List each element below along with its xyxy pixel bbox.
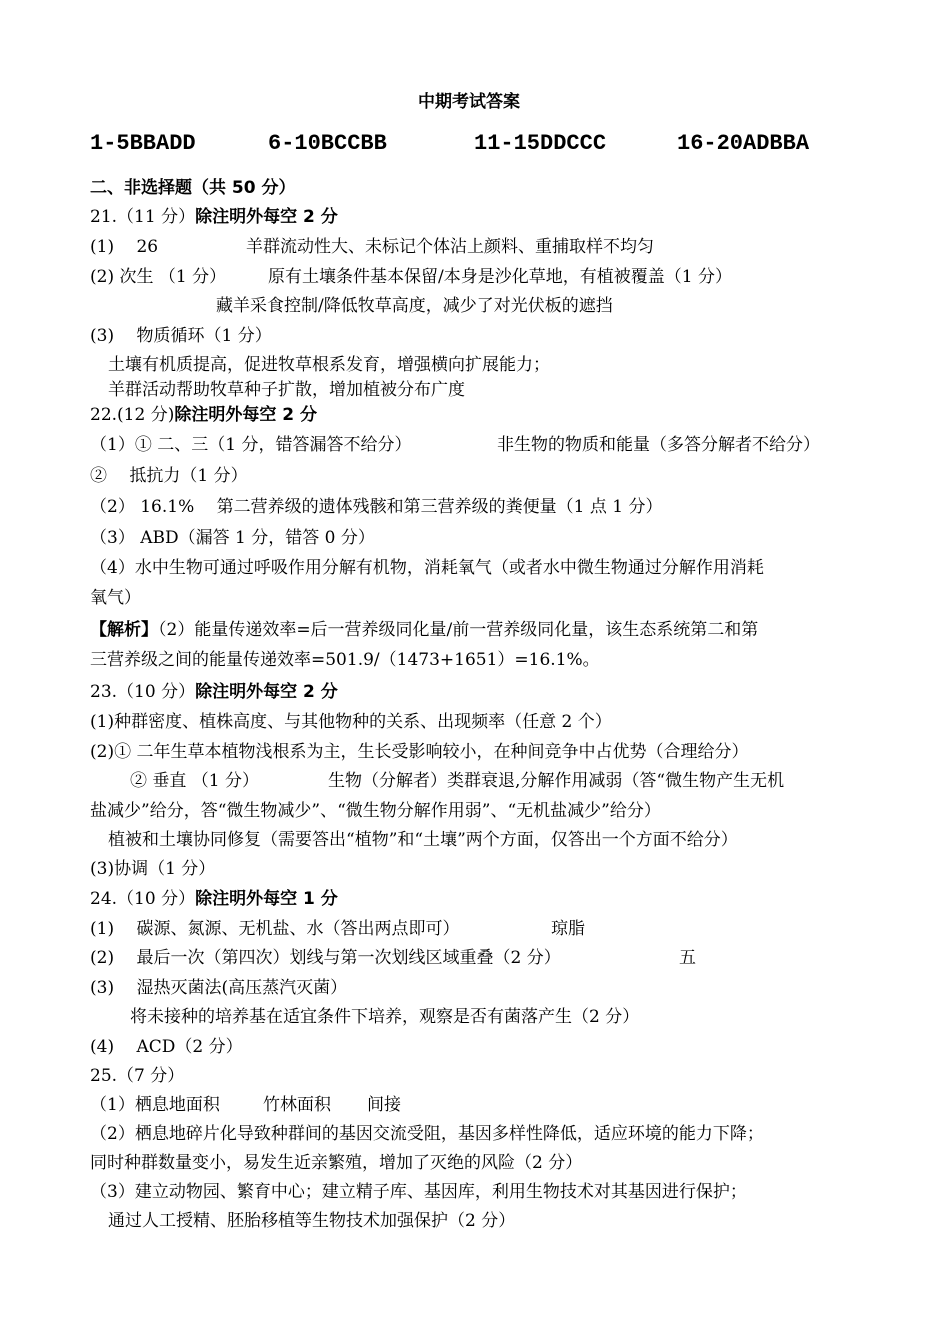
q23-line6: (3)协调（1 分） — [90, 859, 216, 879]
q24-line1a: (1) 碳源、氮源、无机盐、水（答出两点即可） — [90, 919, 460, 939]
q22-line1a: （1）① 二、三（1 分，错答漏答不给分） — [90, 435, 412, 455]
q22-line1b: 非生物的物质和能量（多答分解者不给分） — [497, 435, 820, 455]
q24-number: 24.（10 分） — [90, 889, 196, 909]
q23-note: 除注明外每空 2 分 — [195, 682, 338, 702]
q24-line2b: 五 — [679, 948, 696, 968]
q24-note: 除注明外每空 1 分 — [195, 889, 338, 909]
q23-heading — [90, 681, 338, 703]
q25-line1b: 竹林面积 — [263, 1095, 331, 1115]
q24-line2a: (2) 最后一次（第四次）划线与第一次划线区域重叠（2 分） — [90, 948, 561, 968]
q22-line4: （3） ABD（漏答 1 分，错答 0 分） — [90, 528, 375, 548]
q21-line3: 藏羊采食控制/降低牧草高度，减少了对光伏板的遮挡 — [216, 296, 613, 316]
q22-line2: ② 抵抗力（1 分） — [90, 466, 248, 486]
q23-line1: (1)种群密度、植株高度、与其他物种的关系、出现频率（任意 2 个） — [90, 712, 612, 732]
q22-line3: （2） 16.1% 第二营养级的遗体残骸和第三营养级的粪便量（1 点 1 分） — [90, 497, 663, 517]
q21-number: 21.（11 分） — [90, 207, 196, 227]
q21-line4: (3) 物质循环（1 分） — [90, 326, 272, 346]
mc-answers-11-15: 11-15DDCCC — [474, 131, 607, 156]
q22-note: 除注明外每空 2 分 — [174, 405, 318, 425]
q21-line6: 羊群活动帮助牧草种子扩散，增加植被分布广度 — [108, 380, 465, 400]
q21-line1b: 羊群流动性大、未标记个体沾上颜料、重捕取样不均匀 — [246, 237, 654, 257]
q21-line2a: (2) 次生 （1 分） — [90, 267, 227, 287]
q22-line8: 三营养级之间的能量传递效率=501.9/（1473+1651）=16.1%。 — [90, 650, 600, 670]
q23-number: 23.（10 分） — [90, 682, 196, 702]
analysis-label: 【解析】 — [90, 620, 158, 640]
q25-line2: （2）栖息地碎片化导致种群间的基因交流受阻，基因多样性降低，适应环境的能力下降； — [90, 1124, 764, 1144]
q24-line5: (4) ACD（2 分） — [90, 1037, 243, 1057]
q25-line4: （3）建立动物园、繁育中心；建立精子库、基因库，利用生物技术对其基因进行保护； — [90, 1182, 747, 1202]
q25-heading: 25.（7 分） — [90, 1066, 185, 1086]
mc-answers-16-20: 16-20ADBBA — [677, 131, 810, 156]
q23-line3b: 生物（分解者）类群衰退,分解作用减弱（答“微生物产生无机 — [328, 771, 785, 791]
mc-answers-6-10: 6-10BCCBB — [268, 131, 387, 156]
q25-line3: 同时种群数量变小，易发生近亲繁殖，增加了灭绝的风险（2 分） — [90, 1153, 583, 1173]
q23-line4: 盐减少”给分，答“微生物减少”、“微生物分解作用弱”、“无机盐减少”给分） — [90, 801, 661, 821]
q24-line4: 将未接种的培养基在适宜条件下培养，观察是否有菌落产生（2 分） — [130, 1007, 640, 1027]
section-heading: 二、非选择题（共 50 分） — [90, 178, 296, 198]
q23-line2: (2)① 二年生草本植物浅根系为主，生长受影响较小，在种间竞争中占优势（合理给分） — [90, 742, 749, 762]
page-title: 中期考试答案 — [418, 92, 520, 112]
mc-answers-1-5: 1-5BBADD — [90, 131, 196, 156]
q21-line2b: 原有土壤条件基本保留/本身是沙化草地，有植被覆盖（1 分） — [268, 267, 732, 287]
q24-heading — [90, 888, 338, 910]
q25-line1c: 间接 — [367, 1095, 401, 1115]
q24-line3: (3) 湿热灭菌法(高压蒸汽灭菌） — [90, 978, 348, 998]
q23-line5: 植被和土壤协同修复（需要答出“植物”和“土壤”两个方面，仅答出一个方面不给分） — [108, 830, 738, 850]
q25-line1a: （1）栖息地面积 — [90, 1095, 220, 1115]
q22-line6: 氧气） — [90, 588, 141, 608]
q22-analysis — [90, 619, 758, 641]
q21-note: 除注明外每空 2 分 — [195, 207, 338, 227]
q24-line1b: 琼脂 — [551, 919, 585, 939]
q21-line5: 土壤有机质提高，促进牧草根系发育，增强横向扩展能力； — [108, 355, 550, 375]
q25-line5: 通过人工授精、胚胎移植等生物技术加强保护（2 分） — [108, 1211, 516, 1231]
q21-heading — [90, 206, 338, 228]
q22-line5: （4）水中生物可通过呼吸作用分解有机物，消耗氧气（或者水中微生物通过分解作用消耗 — [90, 558, 764, 578]
q22-heading — [90, 404, 317, 426]
q22-number: 22.(12 分) — [90, 405, 175, 425]
q23-line3a: ② 垂直 （1 分） — [130, 771, 260, 791]
q21-line1a: (1) 26 — [90, 237, 159, 257]
analysis-text: （2）能量传递效率=后一营养级同化量/前一营养级同化量，该生态系统第二和第 — [158, 620, 759, 640]
